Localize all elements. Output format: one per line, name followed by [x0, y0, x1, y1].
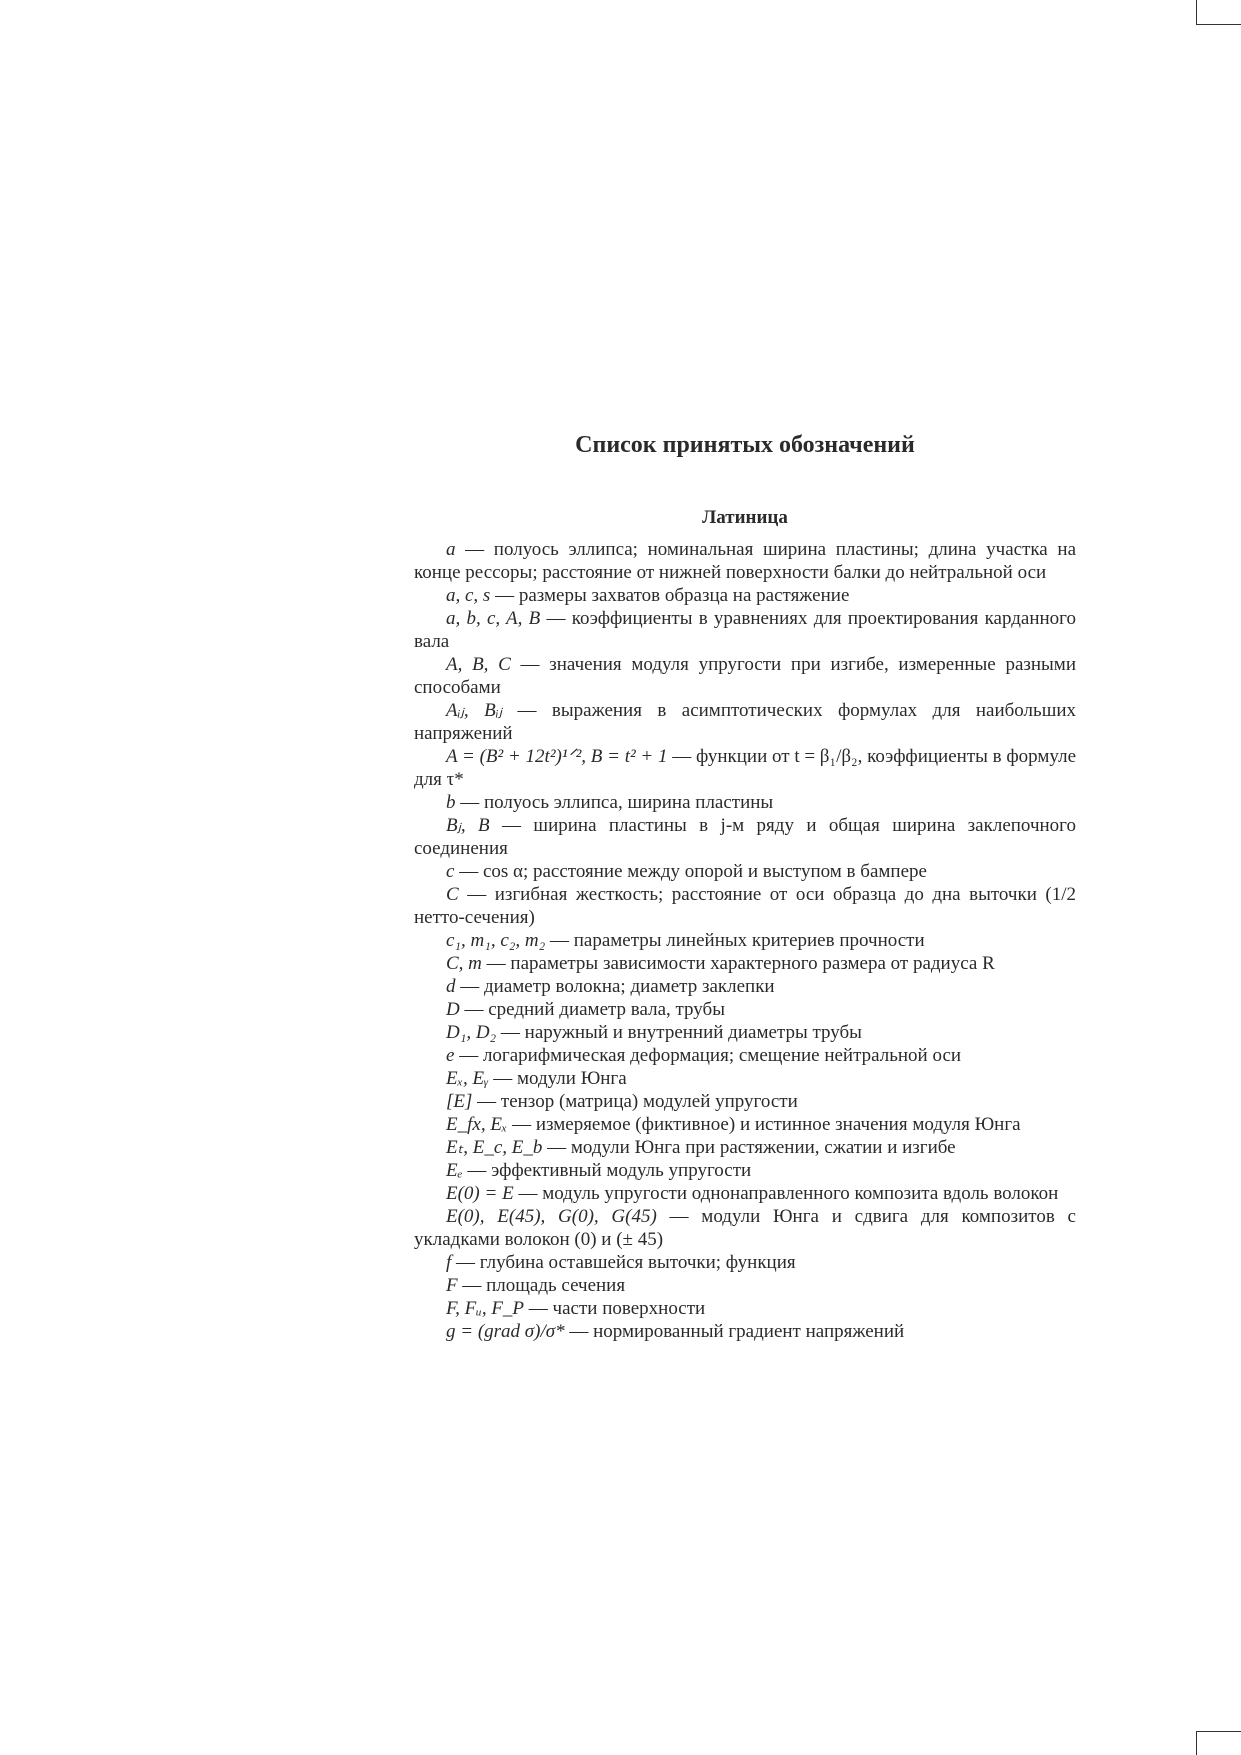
notation-description: — модули Юнга при растяжении, сжатии и изгибе — [542, 1137, 956, 1158]
notation-symbol: Eₓ, Eᵧ — [446, 1068, 489, 1089]
notation-entry — [414, 653, 1076, 699]
notation-description: — модули Юнга — [488, 1068, 627, 1089]
notation-symbol: a — [446, 539, 456, 560]
notation-symbol: C — [446, 884, 459, 905]
notation-entry — [414, 745, 1076, 791]
notation-entry — [414, 814, 1076, 860]
page-title: Список принятых обозначений — [575, 432, 915, 458]
crop-mark-bottom-right-h — [1196, 1731, 1241, 1732]
notation-symbol: A = (B² + 12t²)¹ᐟ², B = t² + 1 — [446, 746, 668, 767]
crop-mark-bottom-right-v — [1196, 1731, 1197, 1755]
notation-symbol: C, m — [446, 953, 482, 974]
notation-symbol: a, c, s — [446, 585, 491, 606]
notation-description: — нормированный градиент напряжений — [564, 1321, 905, 1342]
notation-description: — изгибная жесткость; расстояние от оси образца до дна выточки (1/2 нетто-сечения) — [414, 884, 1076, 928]
notation-description: — модули Юнга и сдвига для композитов с укладками волокон (0) и (± 45) — [414, 1206, 1076, 1250]
notation-symbol: D₁, D₂ — [446, 1022, 497, 1043]
notation-description: — глубина оставшейся выточки; функция — [451, 1252, 796, 1273]
notation-entry — [414, 1297, 1076, 1320]
notation-entry — [414, 929, 1076, 952]
notation-symbol: F, Fᵤ, F_P — [446, 1298, 525, 1319]
notation-symbol: a, b, c, A, B — [446, 608, 541, 629]
notation-description: — логарифмическая деформация; смещение нейтральной оси — [454, 1045, 962, 1066]
notation-description: — коэффициенты в уравнениях для проектирования карданного вала — [414, 608, 1076, 652]
notation-description: — значения модуля упругости при изгибе, измеренные разными способами — [414, 654, 1077, 698]
notation-symbol: e — [446, 1045, 455, 1066]
notation-symbol: f — [446, 1252, 452, 1273]
notation-entry — [414, 584, 1076, 607]
notation-description: — диаметр волокна; диаметр заклепки — [455, 976, 775, 997]
notation-description: — тензор (матрица) модулей упругости — [472, 1091, 798, 1112]
notation-symbol: c — [446, 861, 455, 882]
notation-entry — [414, 1044, 1076, 1067]
notation-description: — эффективный модуль упругости — [462, 1160, 752, 1181]
notation-entry — [414, 607, 1076, 653]
notation-entry — [414, 975, 1076, 998]
notation-symbol: Eₑ — [446, 1160, 463, 1181]
notation-description: — площадь сечения — [457, 1275, 626, 1296]
notation-description: — измеряемое (фиктивное) и истинное значения модуля Юнга — [507, 1114, 1021, 1135]
notation-symbol: [E] — [446, 1091, 473, 1112]
crop-mark-top-right-v — [1196, 0, 1197, 24]
notation-description: — наружный и внутренний диаметры трубы — [496, 1022, 862, 1043]
notation-description: — cos α; расстояние между опорой и выступом в бампере — [454, 861, 927, 882]
notation-description: — полуось эллипса; номинальная ширина пластины; длина участка на конце рессоры; расстояние от нижней поверхности балки до нейтральной оси — [414, 539, 1076, 583]
notation-symbol: A, B, C — [446, 654, 511, 675]
section-heading: Латиница — [702, 507, 788, 528]
notation-description: — функции от t = β₁/β₂, коэффициенты в формуле для τ* — [414, 746, 1076, 790]
notation-entry — [414, 1274, 1076, 1297]
notation-symbol: Eₜ, E_c, E_b — [446, 1137, 543, 1158]
notation-entry — [414, 1136, 1076, 1159]
notation-symbol: g = (grad σ)/σ* — [446, 1321, 565, 1342]
notation-symbol: b — [446, 792, 456, 813]
notation-symbol: Bⱼ, B — [446, 815, 490, 836]
notation-description: — части поверхности — [524, 1298, 706, 1319]
notation-description: — параметры линейных критериев прочности — [545, 930, 925, 951]
notation-symbol: E(0) = E — [446, 1183, 514, 1204]
notation-entry — [414, 1067, 1076, 1090]
notation-description: — параметры зависимости характерного размера от радиуса R — [481, 953, 995, 974]
notation-list — [414, 538, 1076, 1343]
notation-entry — [414, 998, 1076, 1021]
notation-entry — [414, 699, 1076, 745]
notation-entry — [414, 1251, 1076, 1274]
notation-entry — [414, 1320, 1076, 1343]
notation-symbol: E_fx, Eₓ — [446, 1114, 508, 1135]
crop-mark-top-right-h — [1196, 24, 1241, 25]
notation-description: — ширина пластины в j-м ряду и общая ширина заклепочного соединения — [414, 815, 1076, 859]
notation-entry — [414, 1113, 1076, 1136]
notation-description: — полуось эллипса, ширина пластины — [455, 792, 774, 813]
notation-description: — размеры захватов образца на растяжение — [490, 585, 850, 606]
notation-entry — [414, 1090, 1076, 1113]
notation-entry — [414, 883, 1076, 929]
notation-description: — средний диаметр вала, трубы — [459, 999, 725, 1020]
notation-symbol: Aᵢⱼ, Bᵢⱼ — [446, 700, 503, 721]
notation-entry — [414, 791, 1076, 814]
notation-entry — [414, 1159, 1076, 1182]
notation-symbol: E(0), E(45), G(0), G(45) — [446, 1206, 657, 1227]
notation-symbol: F — [446, 1275, 458, 1296]
notation-description: — модуль упругости однонаправленного композита вдоль волокон — [513, 1183, 1059, 1204]
notation-entry — [414, 1021, 1076, 1044]
notation-entry — [414, 1205, 1076, 1251]
notation-entry — [414, 952, 1076, 975]
notation-symbol: d — [446, 976, 456, 997]
notation-description: — выражения в асимптотических формулах для наибольших напряжений — [414, 700, 1076, 744]
notation-entry — [414, 1182, 1076, 1205]
notation-symbol: c₁, m₁, c₂, m₂ — [446, 930, 546, 951]
notation-symbol: D — [446, 999, 460, 1020]
notation-entry — [414, 538, 1076, 584]
notation-entry — [414, 860, 1076, 883]
